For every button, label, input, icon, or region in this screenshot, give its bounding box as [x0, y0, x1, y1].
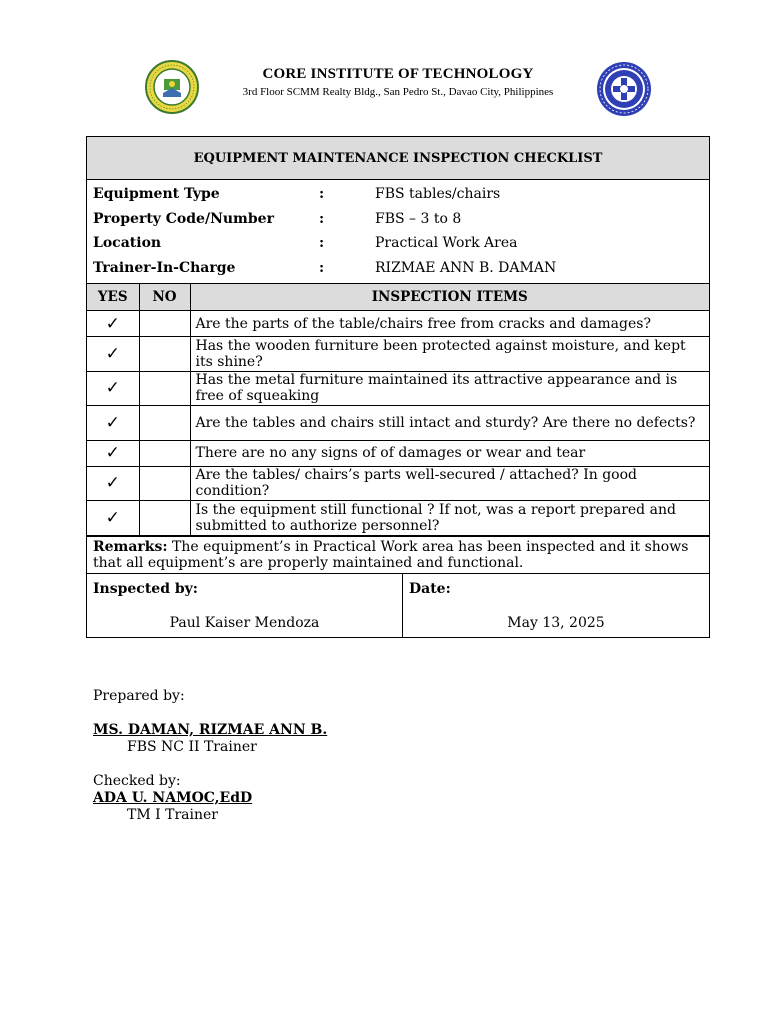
info-value: FBS – 3 to 8	[375, 210, 462, 227]
inspector-name: Paul Kaiser Mendoza	[169, 614, 320, 631]
signature-section	[87, 574, 709, 637]
column-header-no: NO	[139, 284, 190, 311]
table-row	[87, 501, 709, 536]
info-row-trainer	[87, 256, 709, 281]
document-header	[0, 0, 768, 130]
prepared-by-label: Prepared by:	[93, 688, 185, 704]
info-label: Location	[93, 235, 162, 252]
yes-check-cell: ✓	[87, 371, 139, 406]
info-colon: :	[319, 259, 325, 276]
inspection-item-text: Are the parts of the table/chairs free from cracks and damages?	[190, 311, 709, 337]
table-row	[87, 311, 709, 337]
inspection-item-text: Is the equipment still functional ? If not, was a report prepared and submitted to authorize personnel?	[190, 501, 709, 536]
no-check-cell	[139, 501, 190, 536]
table-header-row	[87, 284, 709, 311]
info-value: Practical Work Area	[375, 235, 518, 252]
no-check-cell	[139, 371, 190, 406]
inspection-item-text: Has the metal furniture maintained its attractive appearance and is free of squeaking	[190, 371, 709, 406]
checker-title: TM I Trainer	[127, 807, 218, 823]
no-check-cell	[139, 440, 190, 466]
column-header-items: INSPECTION ITEMS	[190, 284, 709, 311]
info-value: FBS tables/chairs	[375, 186, 501, 203]
institution-address: 3rd Floor SCMM Realty Bldg., San Pedro St., Davao City, Philippines	[242, 86, 554, 98]
inspection-item-text: Has the wooden furniture been protected against moisture, and kept its shine?	[190, 337, 709, 372]
info-label: Trainer-In-Charge	[93, 259, 236, 276]
info-colon: :	[319, 186, 325, 203]
table-row	[87, 371, 709, 406]
inspected-by-cell	[87, 574, 403, 637]
table-row	[87, 406, 709, 441]
date-cell	[403, 574, 709, 637]
institution-name: CORE INSTITUTE OF TECHNOLOGY	[262, 66, 534, 82]
preparer-name: MS. DAMAN, RIZMAE ANN B.	[93, 722, 328, 738]
date-label: Date:	[409, 580, 451, 597]
yes-check-cell: ✓	[87, 466, 139, 501]
inspection-item-text: There are no any signs of of damages or wear and tear	[190, 440, 709, 466]
remarks-text: The equipment’s in Practical Work area has been inspected and it shows that all equipment’s are properly maintained and functional.	[93, 538, 689, 571]
yes-check-cell: ✓	[87, 337, 139, 372]
inspection-item-text: Are the tables/ chairs’s parts well-secured / attached? In good condition?	[190, 466, 709, 501]
preparer-title: FBS NC II Trainer	[127, 739, 257, 755]
institution-seal-logo	[145, 60, 199, 114]
checked-by-label: Checked by:	[93, 773, 181, 789]
yes-check-cell: ✓	[87, 406, 139, 441]
inspection-items-table	[87, 284, 709, 536]
yes-check-cell: ✓	[87, 311, 139, 337]
info-label: Property Code/Number	[93, 210, 274, 227]
inspection-checklist-form	[86, 136, 710, 638]
inspection-date: May 13, 2025	[507, 614, 605, 631]
no-check-cell	[139, 311, 190, 337]
form-title: EQUIPMENT MAINTENANCE INSPECTION CHECKLIST	[87, 137, 709, 180]
inspection-item-text: Are the tables and chairs still intact and sturdy? Are there no defects?	[190, 406, 709, 441]
column-header-yes: YES	[87, 284, 139, 311]
yes-check-cell: ✓	[87, 501, 139, 536]
no-check-cell	[139, 406, 190, 441]
info-colon: :	[319, 210, 325, 227]
remarks-section	[87, 536, 709, 574]
checker-name: ADA U. NAMOC,EdD	[93, 790, 253, 806]
info-row-equipment-type	[87, 182, 709, 207]
approval-footer	[93, 688, 327, 824]
yes-check-cell: ✓	[87, 440, 139, 466]
no-check-cell	[139, 337, 190, 372]
equipment-info	[87, 180, 709, 284]
table-row	[87, 440, 709, 466]
info-row-property-code	[87, 207, 709, 232]
info-row-location	[87, 231, 709, 256]
inspected-by-label: Inspected by:	[93, 580, 198, 597]
remarks-label: Remarks:	[93, 538, 168, 555]
info-colon: :	[319, 235, 325, 252]
table-row	[87, 466, 709, 501]
no-check-cell	[139, 466, 190, 501]
info-value: RIZMAE ANN B. DAMAN	[375, 259, 557, 276]
agency-seal-logo	[596, 61, 652, 117]
info-label: Equipment Type	[93, 186, 220, 203]
table-row	[87, 337, 709, 372]
